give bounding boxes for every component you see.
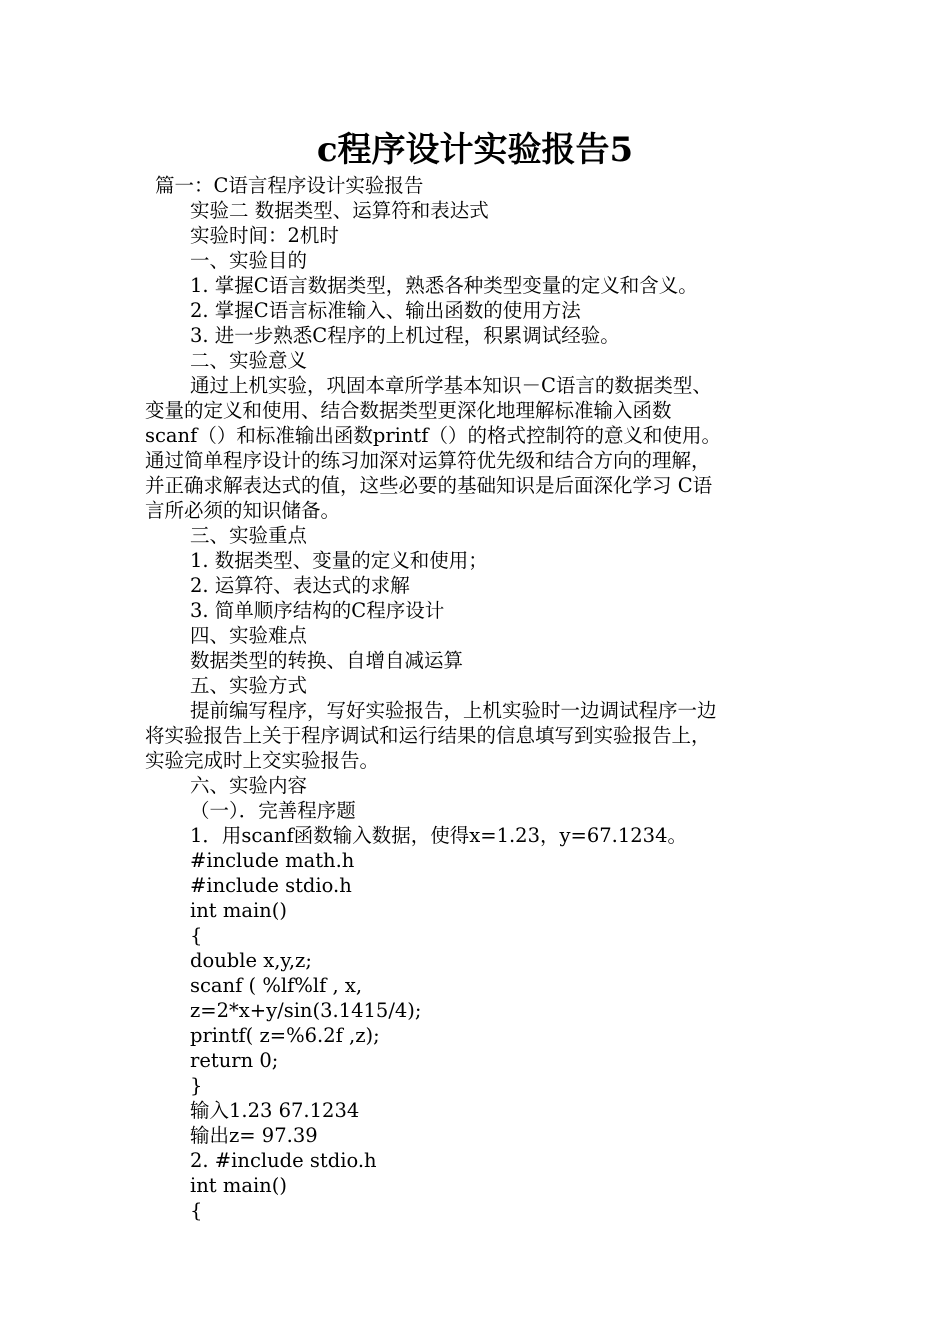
document-line: 变量的定义和使用、结合数据类型更深化地理解标准输入函数	[145, 399, 672, 422]
document-line: }	[190, 1074, 203, 1097]
document-line: 输入1.23 67.1234	[190, 1099, 360, 1122]
document-line: 2. 掌握C语言标准输入、输出函数的使用方法	[190, 299, 581, 322]
document-line: （一）．完善程序题	[190, 799, 356, 822]
document-line: 二、实验意义	[190, 349, 308, 372]
document-line: 将实验报告上关于程序调试和运行结果的信息填写到实验报告上，	[145, 724, 711, 747]
document-line: int main()	[190, 899, 287, 922]
document-line: scanf ( %lf%lf , x,	[190, 974, 363, 997]
document-line: {	[190, 924, 203, 947]
document-line: 1. 数据类型、变量的定义和使用；	[190, 549, 488, 572]
document-line: {	[190, 1199, 203, 1222]
document-line: 并正确求解表达式的值，这些必要的基础知识是后面深化学习 C语	[145, 474, 713, 497]
document-line: 通过上机实验，巩固本章所学基本知识－C语言的数据类型、	[190, 374, 712, 397]
document-line: 四、实验难点	[190, 624, 308, 647]
document-line: 六、实验内容	[190, 774, 308, 797]
document-line: 三、实验重点	[190, 524, 308, 547]
document-line: 一、实验目的	[190, 249, 308, 272]
document-title: c程序设计实验报告5	[316, 130, 634, 170]
document-line: 通过简单程序设计的练习加深对运算符优先级和结合方向的理解，	[145, 449, 711, 472]
document-line: 言所必须的知识储备。	[145, 499, 341, 522]
document-line: 提前编写程序，写好实验报告，上机实验时一边调试程序一边	[190, 699, 717, 722]
document-line: 1．用scanf函数输入数据，使得x=1.23，y=67.1234。	[190, 824, 687, 847]
document-line: 3. 进一步熟悉C程序的上机过程，积累调试经验。	[190, 324, 620, 347]
document-line: int main()	[190, 1174, 287, 1197]
document-line: 2. 运算符、表达式的求解	[190, 574, 410, 597]
document-line: z=2*x+y/sin(3.1415/4);	[190, 999, 422, 1022]
document-line: 数据类型的转换、自增自减运算	[190, 649, 464, 672]
document-line: 实验时间：2机时	[190, 224, 339, 247]
document-line: 输出z= 97.39	[190, 1124, 318, 1147]
document-line: return 0;	[190, 1049, 279, 1072]
document-line: 五、实验方式	[190, 674, 308, 697]
document-line: double x,y,z;	[190, 949, 312, 972]
document-line: #include math.h	[190, 849, 355, 872]
document-line: 3. 简单顺序结构的C程序设计	[190, 599, 445, 622]
document-line: 实验二 数据类型、运算符和表达式	[190, 199, 489, 222]
document-line: 篇一：C语言程序设计实验报告	[155, 174, 424, 197]
document-line: printf( z=%6.2f ,z);	[190, 1024, 380, 1047]
document-line: 1. 掌握C语言数据类型，熟悉各种类型变量的定义和含义。	[190, 274, 698, 297]
document-line: 2. #include stdio.h	[190, 1149, 377, 1172]
document-body	[145, 173, 825, 1223]
document-line: #include stdio.h	[190, 874, 352, 897]
document-line: scanf（）和标准输出函数printf（）的格式控制符的意义和使用。	[145, 424, 721, 447]
document-line: 实验完成时上交实验报告。	[145, 749, 380, 772]
